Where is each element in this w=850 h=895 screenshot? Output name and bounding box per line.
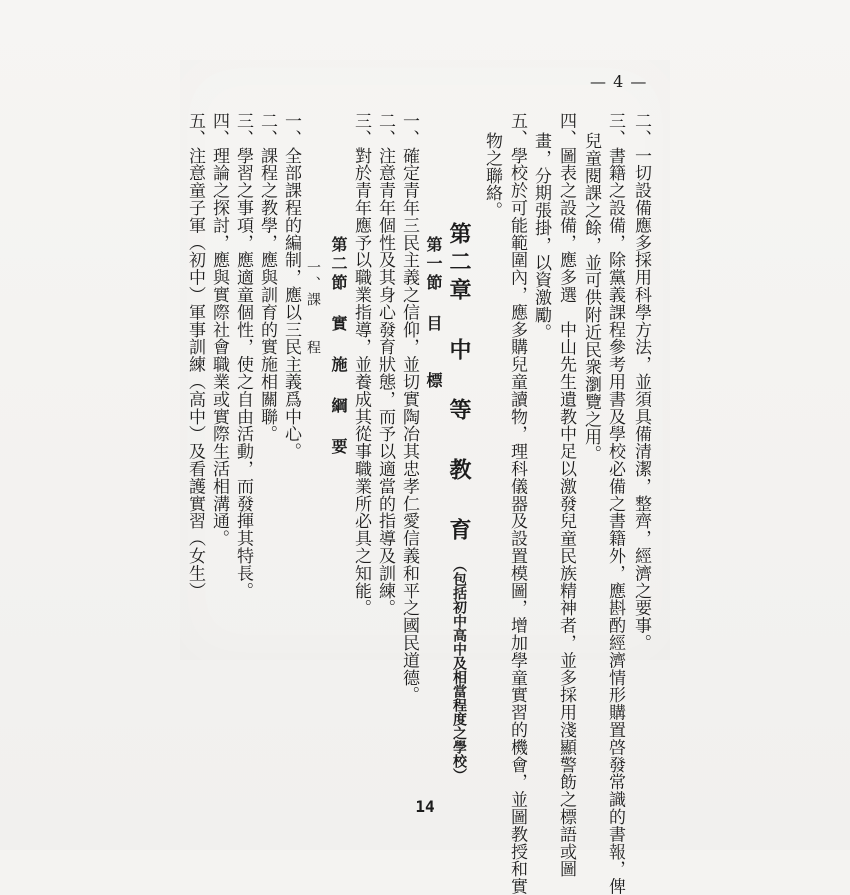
body-column: 五、注意童子軍（初中）軍事訓練（高中）及看護實習（女生）: [185, 112, 205, 600]
body-column: 一、全部課程的編制，應以三民主義爲中心。: [281, 112, 301, 460]
chapter-title: 第二章 中 等 教 育: [446, 222, 472, 546]
section-heading: 第二節 實 施 綱 要: [329, 236, 348, 457]
body-column: 三、學習之事項，應適童個性，使之自由活動，而發揮其特長。: [233, 112, 253, 600]
body-column: 畫，分期張掛，以資激勵。: [531, 132, 551, 341]
body-column: 二、課程之教學，應與訓育的實施相關聯。: [257, 112, 277, 443]
body-column: 二、一切設備應多採用科學方法，並須具備清潔，整齊，經濟之要事。: [631, 112, 651, 652]
body-column: 一、確定青年三民主義之信仰，並切實陶冶其忠孝仁愛信義和平之國民道德。: [399, 112, 419, 704]
page-header-number: — 4 —: [590, 72, 648, 91]
chapter-heading: [448, 222, 470, 782]
section-heading: 第一節 目 標: [424, 236, 443, 391]
body-column: 五、學校於可能範圍內，應多購兒童讀物，理科儀器及設置模圖，增加學童實習的機會，並圖教授和實: [507, 112, 527, 895]
body-column: 物之聯絡。: [482, 132, 502, 219]
body-column: 三、書籍之設備，除黨義課程參考用書及學校必備之書籍外，應斟酌經濟情形購置啓發常識的書報，俾: [605, 112, 625, 895]
chapter-note: （包括初中高中及相當程度之學校）: [451, 558, 467, 782]
subsection-heading: 一、課 程: [305, 260, 321, 356]
page-number: 14: [415, 797, 435, 816]
body-column: 三、對於青年應予以職業指導，並養成其從事職業所必具之知能。: [351, 112, 371, 617]
body-column: 四、理論之探討，應與實際社會職業或實際生活相溝通。: [209, 112, 229, 547]
body-column: 兒童閱課之餘，並可供附近民衆瀏覽之用。: [581, 132, 601, 463]
body-column: 二、注意青年個性及其身心發育狀態，而予以適當的指導及訓練。: [375, 112, 395, 617]
body-column: 四、圖表之設備，應多選 中山先生遺教中足以激發兒童民族精神者，並多採用淺顯警飭之標語或圖: [556, 112, 576, 878]
